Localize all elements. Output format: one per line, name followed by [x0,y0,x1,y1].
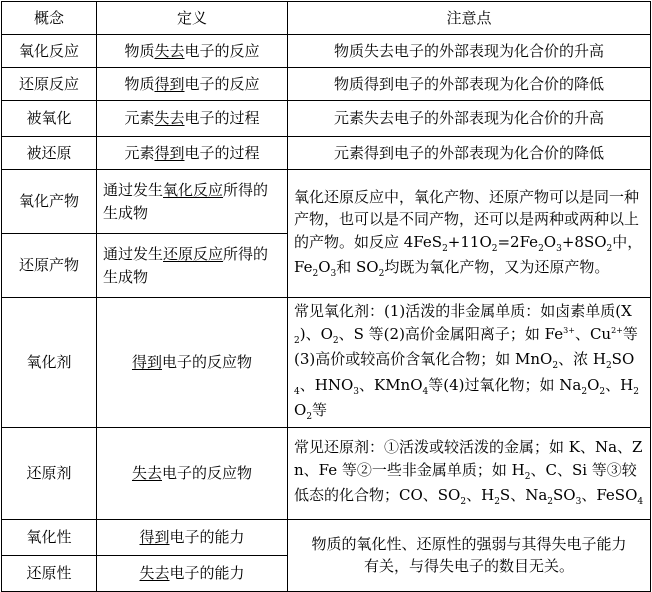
concept-cell: 被氧化 [2,101,97,137]
concept-cell: 还原反应 [2,68,97,101]
table-row [2,519,651,555]
note-cell: 氧化还原反应中，氧化产物、还原产物可以是同一种产物，也可以是不同产物，还可以是两种或两种以上的产物。如反应 $4FeS_2+11O_2=2Fe_2O_3+8SO_2$中，$Fe_2O_3$和 $SO_2$均既为氧化产物，又为还原产物。 [288,170,651,298]
concept-cell: 还原产物 [2,234,97,298]
table-row [2,137,651,170]
table-row [2,68,651,101]
table-row [2,170,651,234]
note-cell: 物质得到电子的外部表现为化合价的降低 [288,68,651,101]
definition-cell: 元素失去电子的过程 [97,101,288,137]
concept-cell: 还原剂 [2,427,97,519]
note-cell: 元素得到电子的外部表现为化合价的降低 [288,137,651,170]
definition-cell: 失去电子的反应物 [97,427,288,519]
note-cell: 物质失去电子的外部表现为化合价的升高 [288,35,651,68]
note-cell: 常见氧化剂：(1)活泼的非金属单质：如卤素单质$(X_2)$、$O_2$、S 等(2)高价金属阳离子；如 $Fe^{3+}$、$Cu^{2+}$等(3)高价或较高价含氧化合物；如 MnO$_2$、浓 $H_2SO_4$、$HNO_3$、KMnO$_4$等(4)过氧化物；如 $Na_2O_2$、$H_2O_2$等 [288,298,651,428]
table-row [2,427,651,519]
definition-cell: 通过发生还原反应所得的生成物 [97,234,288,298]
header-row [2,2,651,35]
definition-cell: 得到电子的反应物 [97,298,288,428]
note-cell: 元素失去电子的外部表现为化合价的升高 [288,101,651,137]
note-cell: 物质的氧化性、还原性的强弱与其得失电子能力有关，与得失电子的数目无关。 [288,519,651,591]
concept-cell: 还原性 [2,555,97,591]
concept-cell: 氧化产物 [2,170,97,234]
header-notes: 注意点 [288,2,651,35]
concept-cell: 氧化反应 [2,35,97,68]
table-row [2,298,651,428]
definition-cell: 元素得到电子的过程 [97,137,288,170]
definition-cell: 失去电子的能力 [97,555,288,591]
concept-cell: 氧化剂 [2,298,97,428]
definition-cell: 物质得到电子的反应 [97,68,288,101]
header-concept: 概念 [2,2,97,35]
concept-cell: 氧化性 [2,519,97,555]
header-definition: 定义 [97,2,288,35]
table-row [2,35,651,68]
note-cell: 常见还原剂：①活泼或较活泼的金属；如 K、Na、Zn、Fe 等②一些非金属单质；如 $H_2$、C、Si 等③较低态的化合物；CO、$SO_2$、$H_2S$、$Na_2SO_3$、FeSO$_4$ [288,427,651,519]
definition-cell: 通过发生氧化反应所得的生成物 [97,170,288,234]
table-row [2,101,651,137]
definition-cell: 得到电子的能力 [97,519,288,555]
definition-cell: 物质失去电子的反应 [97,35,288,68]
redox-concepts-table [1,1,651,592]
concept-cell: 被还原 [2,137,97,170]
